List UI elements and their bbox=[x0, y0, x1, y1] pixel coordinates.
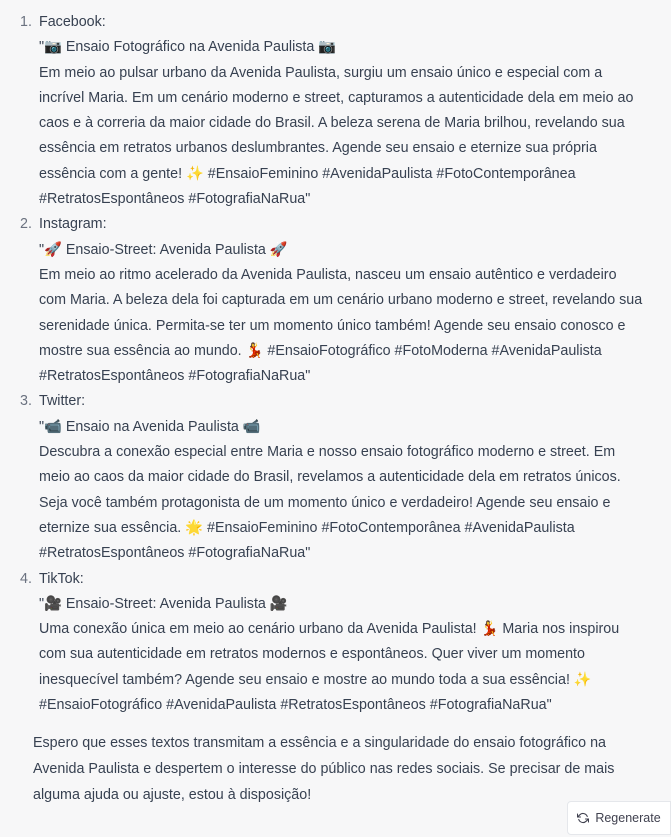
post-title: "🎥 Ensaio-Street: Avenida Paulista 🎥 bbox=[39, 595, 288, 612]
regenerate-button[interactable] bbox=[567, 801, 671, 835]
closing-paragraph: Espero que esses textos transmitam a essência e a singularidade do ensaio fotográfico na Avenida Paulista e despertem o interesse do público nas redes sociais. Se precisar de mais alguma ajuda ou ajuste, estou à disposição! bbox=[33, 735, 615, 803]
regenerate-label: Regenerate bbox=[595, 811, 661, 825]
refresh-icon bbox=[577, 812, 589, 824]
post-body: Em meio ao pulsar urbano da Avenida Paulista, surgiu um ensaio único e especial com a incrível Maria. Em um cenário moderno e street, capturamos a autenticidade dela em meio ao caos e à correria da maior cidade do Brasil. A beleza serena de Maria brilhou, revelando sua essência em retratos urbanos deslumbrantes. Agende seu ensaio e eternize sua própria essência com a gente! ✨ #EnsaioFeminino #AvenidaPaulista #FotoContemporânea #RetratosEspontâneos #FotografiaNaRua" bbox=[39, 64, 634, 208]
post-item-instagram bbox=[20, 212, 647, 389]
post-title: "🚀 Ensaio-Street: Avenida Paulista 🚀 bbox=[39, 241, 288, 258]
post-platform: TikTok: bbox=[39, 570, 84, 587]
post-platform: Facebook: bbox=[39, 14, 106, 30]
post-number: 2. bbox=[20, 216, 32, 233]
post-platform: Instagram: bbox=[39, 216, 107, 233]
social-posts-list bbox=[20, 10, 647, 718]
post-item-facebook bbox=[20, 10, 647, 212]
post-item-twitter bbox=[20, 389, 647, 566]
post-number: 4. bbox=[20, 570, 32, 587]
post-number: 1. bbox=[20, 14, 32, 30]
post-title: "📹 Ensaio na Avenida Paulista 📹 bbox=[39, 418, 261, 435]
post-body: Descubra a conexão especial entre Maria e nosso ensaio fotográfico moderno e street. Em meio ao caos da maior cidade do Brasil, revelamos a autenticidade dela em retratos únicos. Seja você também protagonista de um momento único e verdadeiro! Agende seu ensaio e eternize sua essência. 🌟 #EnsaioFeminino #FotoContemporânea #AvenidaPaulista #RetratosEspontâneos #FotografiaNaRua" bbox=[39, 444, 621, 562]
post-body: Em meio ao ritmo acelerado da Avenida Paulista, nasceu um ensaio autêntico e verdadeiro com Maria. A beleza dela foi capturada em um cenário urbano moderno e street, revelando sua serenidade única. Permita-se ter um momento único também! Agende seu ensaio conosco e mostre sua essência ao mundo. 💃 #EnsaioFotográfico #FotoModerna #AvenidaPaulista #RetratosEspontâneos #FotografiaNaRua" bbox=[39, 266, 643, 385]
post-item-tiktok bbox=[20, 567, 647, 719]
post-number: 3. bbox=[20, 393, 32, 410]
post-platform: Twitter: bbox=[39, 393, 86, 410]
post-body: Uma conexão única em meio ao cenário urbano da Avenida Paulista! 💃 Maria nos inspirou com sua autenticidade em retratos modernos e espontâneos. Quer viver um momento inesquecível também? Agende seu ensaio e mostre ao mundo toda a sua essência! ✨ #EnsaioFotográfico #AvenidaPaulista #RetratosEspontâneos #FotografiaNaRua" bbox=[39, 621, 620, 714]
post-title: "📷 Ensaio Fotográfico na Avenida Paulista 📷 bbox=[39, 39, 337, 56]
